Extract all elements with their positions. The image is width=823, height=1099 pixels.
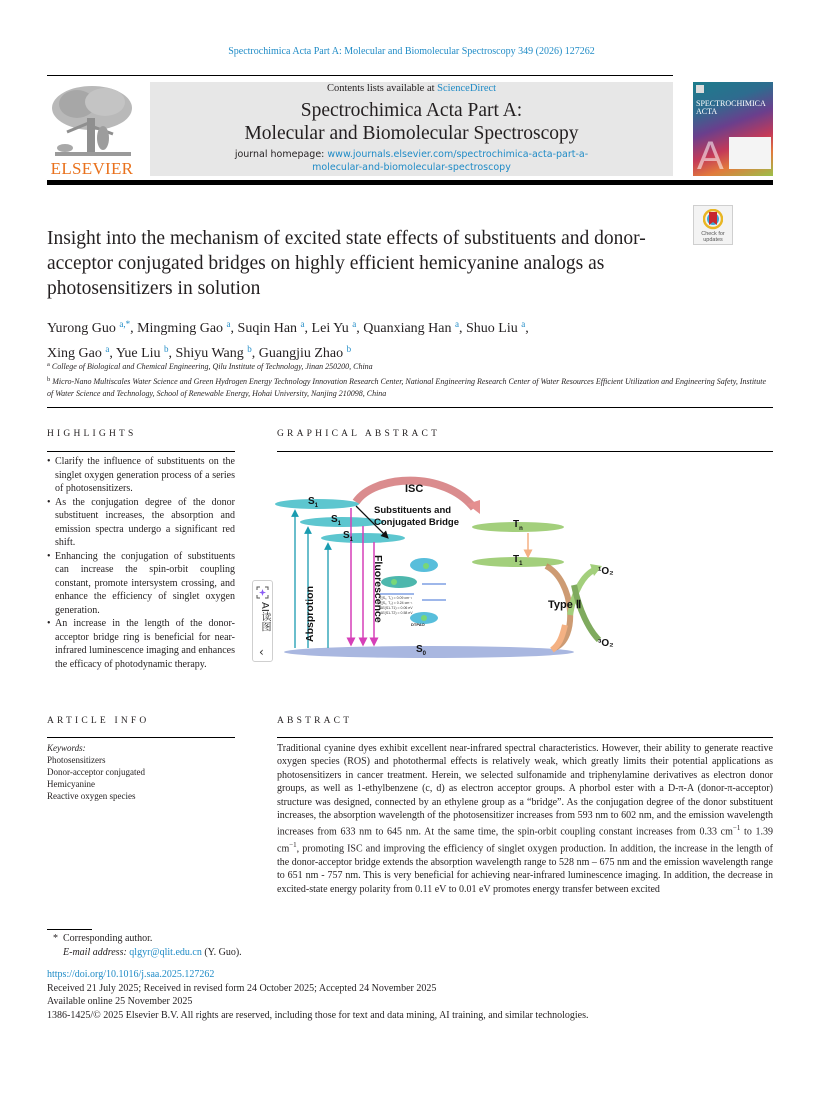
keyword: Photosensitizers [47, 755, 106, 765]
author[interactable]: Lei Yu $^a$ [311, 319, 357, 336]
author[interactable]: Guangjiu Zhao $^b$ [258, 344, 352, 361]
available-online: Available online 25 November 2025 [47, 996, 193, 1007]
author[interactable]: Yurong Guo $^{a,*}$ [47, 319, 131, 336]
highlight-item: • An increase in the length of the donor-acceptor bridge ring is beneficial for near-infrared luminescence imaging and enhances the efficacy of photodynamic therapy. [47, 617, 235, 671]
cover-figure [729, 137, 771, 169]
collapse-chevron-icon[interactable]: ‹ [259, 645, 264, 659]
triplet-oxygen-label: ³O₂ [598, 638, 614, 649]
s0-label: $S_0$ [416, 644, 427, 657]
s1-label: $S_1$ [343, 530, 354, 543]
keywords [47, 742, 247, 802]
corresponding-author-note: * Corresponding author. E-mail address: qlgyr@qlit.edu.cn (Y. Guo). [53, 933, 242, 958]
graphical-abstract-heading: GRAPHICAL ABSTRACT [277, 429, 441, 439]
affiliation: $^a$ College of Biological and Chemical Engineering, Qilu Institute of Technology, Jinan 250200, China [47, 361, 373, 371]
bridge-label: Substituents and Conjugated Bridge [374, 505, 459, 528]
highlights-list [47, 455, 235, 671]
fluorescence-label: Fluorescence [372, 555, 384, 623]
running-head[interactable]: Spectrochimica Acta Part A: Molecular and Biomolecular Spectroscopy 349 (2026) 127262 [228, 46, 595, 57]
highlight-item: • Enhancing the conjugation of substituents can increase the spin-orbit coupling constant, promote intersystem crossing, and enhance the efficiency of singlet oxygen generation. [47, 550, 235, 618]
email-link[interactable]: qlgyr@qlit.edu.cn [129, 946, 202, 958]
sciencedirect-link[interactable]: ScienceDirect [437, 83, 497, 94]
author[interactable]: Mingming Gao $^a$ [137, 319, 231, 336]
tn-label: $T_n$ [513, 519, 523, 532]
sparkle-icon[interactable] [256, 586, 269, 599]
s1-label: $S_1$ [331, 514, 342, 527]
inset-soc-values: ξ(S₁, T₁) = 0.09 cm⁻¹ ξ(S₁, T₂) = 0.24 cm⁻¹ ΔE(S1-T1) = 0.06 eV ΔE(S1-T2) = 0.58 eV [380, 596, 413, 615]
keyword: Reactive oxygen species [47, 791, 136, 801]
isc-label: ISC [405, 483, 424, 495]
absorption-label: Absprotion [304, 586, 316, 642]
article-title: Insight into the mechanism of excited state effects of substituents and donor-acceptor conjugated bridges on highly efficient hemicyanine analogs as photosensitizers in solution [47, 228, 646, 299]
abstract-rule [277, 737, 773, 738]
highlights-heading: HIGHLIGHTS [47, 429, 137, 439]
journal-cover-thumbnail[interactable] [693, 82, 773, 176]
inset-molecule-label: DTPAO [411, 622, 425, 627]
cover-title: SPECTROCHIMICA ACTA [696, 99, 766, 116]
keyword: Donor-acceptor conjugated [47, 767, 146, 777]
check-updates-icon [703, 209, 723, 231]
type-ii-label: Type Ⅱ [548, 599, 582, 611]
author[interactable]: Xing Gao $^a$ [47, 344, 110, 361]
footnote-rule [47, 929, 92, 930]
author[interactable]: Suqin Han $^a$ [237, 319, 305, 336]
jablonski-diagram [274, 470, 624, 670]
t1-label: $T_1$ [513, 554, 523, 567]
keywords-label: Keywords: [47, 743, 86, 753]
doi-link[interactable]: https://doi.org/10.1016/j.saa.2025.127262 [47, 969, 215, 980]
abstract-heading: ABSTRACT [277, 716, 353, 726]
highlight-item: • Clarify the influence of substituents on the singlet oxygen generation process of a series of photosensitizers. [47, 455, 235, 496]
journal-title: Spectrochimica Acta Part A: Molecular and Biomolecular Spectroscopy [244, 100, 579, 144]
check-for-updates-button[interactable]: Check for updates [693, 205, 733, 245]
highlight-item: • As the conjugation degree of the donor substituent increases, the absorption and emission spectra undergo a significant red shift. [47, 496, 235, 550]
author-list: Yurong Guo $^{a,*}$, Mingming Gao $^a$, Suqin Han $^a$, Lei Yu $^a$, Quanxiang Han $^a$, Shuo Liu $^a$, Xing Gao $^a$, Yue Liu $^b$, Shiyu Wang $^b$, Guangjiu Zhao $^b$ [47, 319, 529, 361]
singlet-oxygen-label: ¹O₂ [598, 566, 614, 577]
keyword: Hemicyanine [47, 779, 95, 789]
abstract-text: Traditional cyanine dyes exhibit excellent near-infrared spectral characteristics. However, their ability to generate reactive oxygen species (ROS) and photothermal effects is relatively weak, which greatly limits their potential applications as photosensitizers in cancer treatment. Herein, we selected sulfonamide and triphenylamine derivatives as electron donor groups, as well as 1-ethylbenzene (c, d) as electron acceptor groups. A phorbol ester with a D-π-A (donor-π-acceptor) structure was designed, connected by an ethylene group as a “bridge”. As the conjugation degree of the donor substituent increases, the absorption wavelength of the photosensitizer increases from 593 nm to 602 nm, and the emission wavelength increases from 633 nm to 645 nm. At the same time, the spin-orbit coupling constant increases from 0.33 $cm^{-1}$ to 1.39 $cm^{-1}$, promoting ISC and improving the efficiency of singlet oxygen production. In addition, the increase in the length of the donor-acceptor bridge extends the absorption wavelength range to 528 nm – 675 nm and the emission wavelength range to 651 nm - 757 nm. This is very beneficial for achieving near-infrared luminescence imaging. In addition, the decrease in excited-state energy polarity from 0.11 eV to 0.01 eV promotes energy transfer between excited [277, 743, 774, 895]
author[interactable]: Shiyu Wang $^b$ [175, 344, 252, 361]
cover-elsevier-mark [696, 85, 704, 93]
ai-widget-label[interactable]: AI读图 [259, 602, 270, 632]
masthead-thick-rule [47, 180, 773, 185]
author[interactable]: Shuo Liu $^a$ [466, 319, 526, 336]
received-dates: Received 21 July 2025; Received in revised form 24 October 2025; Accepted 24 November 2025 [47, 982, 437, 994]
section-divider [47, 407, 773, 408]
author[interactable]: Yue Liu $^b$ [115, 344, 169, 361]
s1-label: $S_1$ [308, 496, 319, 509]
journal-banner [150, 82, 673, 176]
graphical-abstract-rule [277, 451, 773, 452]
contents-available: Contents lists available at ScienceDirect [326, 83, 497, 94]
affiliation: $^b$ Micro-Nano Multiscales Water Science and Green Hydrogen Energy Technology Innovation Research Center, National Engineering Research Center of Water Resources Efficient Utilization and Engineering Safety, Institute of Water Science and Technology, School of Renewable Energy, Hohai University, Nanjing 210098, China [47, 375, 767, 398]
elsevier-wordmark: ELSEVIER [50, 159, 134, 178]
article-info-heading: ARTICLE INFO [47, 716, 150, 726]
homepage-link-cont[interactable]: molecular-and-biomolecular-spectroscopy [312, 162, 511, 173]
article-info-rule [47, 737, 235, 738]
ai-figure-reader-widget[interactable] [252, 580, 273, 662]
author[interactable]: Quanxiang Han $^a$ [363, 319, 460, 336]
graphical-abstract-figure[interactable] [274, 470, 624, 670]
journal-homepage: journal homepage: www.journals.elsevier.com/spectrochimica-acta-part-a- molecular-and-biomolecular-spectroscopy [150, 148, 673, 174]
publication-info [47, 968, 588, 1022]
homepage-link[interactable]: www.journals.elsevier.com/spectrochimica-acta-part-a- [327, 149, 589, 160]
copyright: 1386-1425/© 2025 Elsevier B.V. All rights are reserved, including those for text and data mining, AI training, and similar technologies. [47, 1009, 589, 1021]
affiliations [47, 359, 773, 401]
header-rule [47, 75, 673, 76]
highlights-rule [47, 451, 235, 452]
cover-letter-a: A [697, 134, 724, 176]
